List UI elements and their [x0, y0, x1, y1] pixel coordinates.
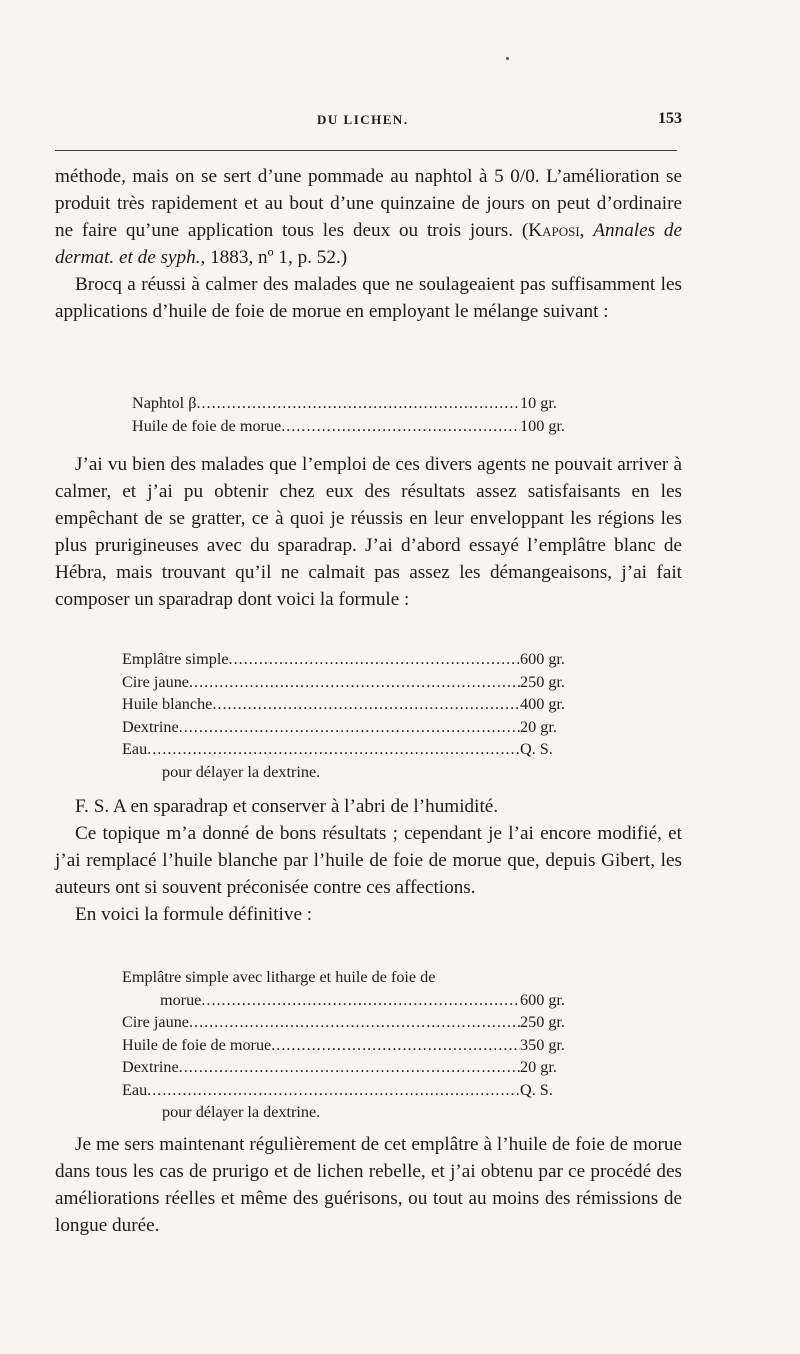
ingredient-name: Eau [122, 740, 148, 758]
text-block-4 [55, 1131, 682, 1239]
header-rule [55, 150, 677, 151]
text-block-3 [55, 793, 682, 928]
recipe-row [122, 738, 602, 761]
recipe-note: pour délayer la dextrine. [162, 1103, 321, 1121]
leader-dots [179, 716, 520, 739]
ingredient-quantity: Q. S. [520, 1080, 553, 1099]
leader-dots [281, 415, 520, 438]
ingredient-quantity: Q. S. [520, 740, 553, 758]
recipe-row [122, 671, 602, 694]
paragraph-sparadrap: J’ai vu bien des malades que l’emploi de ces divers agents ne pouvait arriver à calmer, et j’ai pu obtenir chez eux des résultats assez satisfaisants en les empêchant de se gratter, ce à quoi je réussis en leur enveloppant les régions les plus prurigineuses avec du sparadrap. J’ai d’abord essayé l’emplâtre blanc de Hébra, mais trouvant qu’il ne calmait pas assez les démangeaisons, j’ai fait composer un sparadrap dont voici la formule : [55, 454, 682, 610]
recipe-row [122, 1079, 602, 1102]
text-block-2 [55, 451, 682, 613]
recipe-row [122, 648, 602, 671]
page-header [52, 112, 682, 136]
ingredient-name: Dextrine [122, 717, 179, 736]
paragraph-conclusion: Je me sers maintenant régulièrement de cet emplâtre à l’huile de foie de morue dans tous les cas de prurigo et de lichen rebelle, et j’ai obtenu par ce procédé des améliorations réelles et même des guérisons, ou tout au moins des rémissions de longue durée. [55, 1134, 682, 1236]
ingredient-name: Huile blanche [122, 695, 213, 713]
leader-dots [189, 1011, 520, 1034]
ingredient-name: Eau [122, 1080, 148, 1099]
leader-dots [179, 1056, 520, 1079]
recipe-row [122, 989, 602, 1012]
leader-dots [201, 989, 520, 1012]
recipe-row [132, 392, 602, 415]
citation-journal: Annales de dermat. et de syph. [55, 220, 683, 268]
ingredient-name: Cire jaune [122, 1013, 189, 1031]
ingredient-quantity: 600 gr. [520, 650, 565, 668]
paragraph-formule: En voici la formule définitive : [75, 904, 313, 925]
ingredient-quantity: 350 gr. [520, 1035, 565, 1054]
recipe-row [122, 693, 602, 716]
ingredient-name: morue [160, 990, 202, 1009]
paragraph-brocq: Brocq a réussi à calmer des malades que ne soulageaient pas suffisamment les applications d’huile de foie de morue en employant le mélange suivant : [55, 274, 682, 322]
ingredient-name: Huile de foie de morue [132, 416, 282, 435]
ingredient-quantity: 20 gr. [520, 717, 557, 736]
paragraph-naphtol [55, 163, 682, 271]
leader-dots [147, 1079, 520, 1102]
recipe-naphtol [132, 392, 602, 437]
leader-dots [147, 738, 520, 761]
ingredient-quantity: 250 gr. [520, 1013, 565, 1031]
ingredient-quantity: 400 gr. [520, 695, 565, 713]
recipe-row [132, 415, 602, 438]
leader-dots [196, 392, 520, 415]
ingredient-name: Huile de foie de morue [122, 1035, 272, 1054]
leader-dots [229, 648, 520, 671]
paragraph-topique: Ce topique m’a donné de bons résultats ; cependant je l’ai encore modifié, et j’ai remplacé l’huile blanche par l’huile de foie de morue que, depuis Gibert, les auteurs ont si souvent préconisée contre ces affections. [55, 823, 682, 898]
leader-dots [189, 671, 520, 694]
ingredient-name: Emplâtre simple [122, 650, 229, 668]
ingredient-quantity: 600 gr. [520, 990, 565, 1009]
ingredient-name: Naphtol β [132, 394, 197, 412]
recipe-row [122, 1034, 602, 1057]
citation-details: , 1883, nº 1, p. 52.) [200, 247, 348, 268]
ingredient-quantity: 20 gr. [520, 1058, 557, 1076]
recipe-row [122, 716, 602, 739]
running-title: DU LICHEN. [317, 112, 409, 127]
recipe-row [122, 1056, 602, 1079]
recipe-definitive [122, 966, 602, 1124]
recipe-note: pour délayer la dextrine. [162, 762, 321, 781]
recipe-row [122, 1011, 602, 1034]
leader-dots [271, 1034, 520, 1057]
recipe-first-line: Emplâtre simple avec litharge et huile de foie de [122, 968, 436, 986]
ingredient-name: Cire jaune [122, 672, 189, 691]
leader-dots [212, 693, 520, 716]
text-block-1 [55, 163, 682, 325]
ingredient-name: Dextrine [122, 1058, 179, 1076]
paragraph-fsa: F. S. A en sparadrap et conserver à l’abri de l’humidité. [75, 796, 499, 817]
ingredient-quantity: 100 gr. [520, 416, 565, 435]
citation-separator: , [579, 220, 594, 241]
print-speck [506, 57, 509, 60]
ingredient-quantity: 250 gr. [520, 672, 565, 691]
recipe-sparadrap [122, 648, 602, 783]
paragraph-text: méthode, mais on se sert d’une pommade au naphtol à 5 0/0. L’amélioration se produit très rapidement et au bout d’une quinzaine de jours on peut d’ordinaire ne faire qu’une application tous les deux ou trois jours. ( [55, 166, 682, 241]
ingredient-quantity: 10 gr. [520, 394, 557, 412]
citation-author: Kaposi [528, 220, 580, 241]
page-number: 153 [658, 110, 682, 127]
